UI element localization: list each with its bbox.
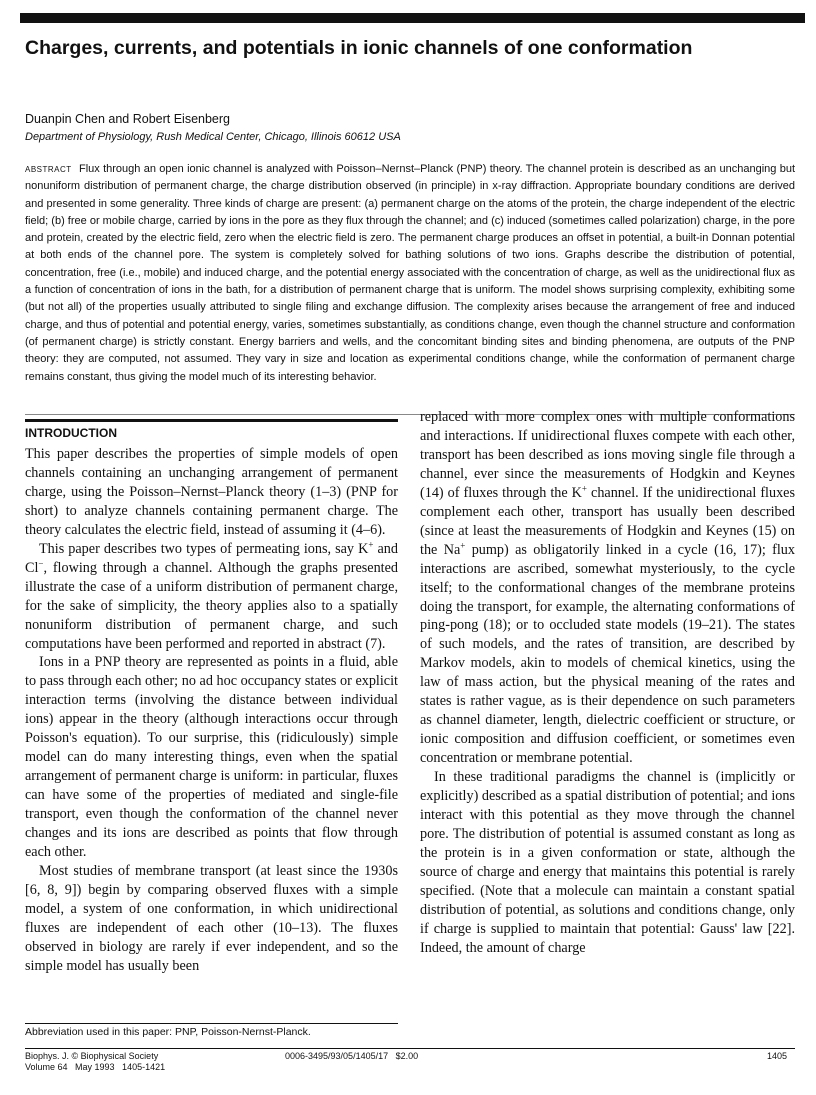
abstract-label: ABSTRACT (25, 165, 72, 174)
affiliation: Department of Physiology, Rush Medical Center, Chicago, Illinois 60612 USA (25, 131, 401, 143)
left-column (25, 445, 398, 976)
paragraph: Most studies of membrane transport (at least since the 1930s [6, 8, 9]) begin by comparing observed fluxes with a simple model, a system of one conformation, in which unidirectional fluxes are independent of each other (10–13). The fluxes observed in biology are rarely if ever independent, and so the simple model has usually been (25, 862, 398, 974)
footer-volume: Volume 64 May 1993 1405-1421 (25, 1062, 166, 1072)
superscript: + (368, 539, 374, 550)
text-run: and Cl (25, 540, 398, 576)
text-run: channel. If the unidirectional fluxes complement each other, transport has usually been described (since at least the measurements of Hodgkin and Keynes (15) on the Na (420, 484, 795, 558)
paragraph (25, 540, 398, 654)
text-run: pump) as obligatorily linked in a cycle (16, 17); flux interactions are ascribed, somewhat mysteriously, to the cycle itself; to the conformational changes of the membrane proteins doing the transport, for example, the alternating conformations of ping-pong (18); or to occluded state models (19–21). The states of such models, and the rates of transition, are described by Markov models, akin to models of chemical kinetics, using the law of mass action, but the physical meaning of the rates and states is rather vague, as is their dependence on such parameters as channel diameter, length, dielectric coefficient or structure, or ionic composition and diffusion coefficient, or sometimes even concentration or membrane potential. (420, 541, 795, 767)
footnote-rule (25, 1023, 398, 1024)
footnote: Abbreviation used in this paper: PNP, Poisson-Nernst-Planck. (25, 1026, 311, 1038)
paragraph: In these traditional paradigms the channel is (implicitly or explicitly) described as a spatial distribution of potential; and ions interact with this potential as they move through the channel pore. The distribution of potential is assumed constant as long as the protein is in a given conformation or state, although the source of charge and energy that maintains this potential is rarely specified. (Note that a molecule can maintain a constant spatial distribution of potential, as solutions and conditions change, only if charge is supplied to maintain that potential: Gauss' law [22]. Indeed, the amount of charge (420, 769, 795, 956)
right-column (420, 408, 795, 958)
footer-rule (25, 1048, 795, 1049)
abstract (25, 161, 795, 386)
footer-code: 0006-3495/93/05/1405/17 $2.00 (285, 1051, 419, 1061)
footer-journal: Biophys. J. © Biophysical Society (25, 1051, 159, 1061)
abstract-text: Flux through an open ionic channel is analyzed with Poisson–Nernst–Planck (PNP) theory. The channel protein is described as an unchanging but nonuniform distribution of permanent charge, the charge distribution observed (in principle) in x-ray diffraction. Appropriate boundary conditions are derived and presented in some generality. Three kinds of charge are present: (a) permanent charge on the atoms of the protein, the charge independent of the electric field; (b) free or mobile charge, carried by ions in the pore as they flux through the channel; and (c) induced (sometimes called polarization) charge, in the pore and protein, created by the electric field, zero when the electric field is zero. The permanent charge produces an offset in potential, a built-in Donnan potential at both ends of the channel pore. The system is completely solved for bathing solutions of two ions. Graphs describe the distribution of potential, concentration, free (i.e., mobile) and induced charge, and the potential energy associated with the concentration of charge, as well as the unidirectional flux as a function of concentration of ions in the bath, for a distribution of permanent charge that is uniform. The model shows surprising complexity, exhibiting some (but not all) of the properties usually attributed to single filing and exchange diffusion. The complexity arises because the arrangement of free and induced charge, and thus of potential and potential energy, varies, sometimes substantially, as conditions change, even though the channel structure and conformation (of permanent charge) is strictly constant. Energy barriers and wells, and the concomitant binding sites and binding phenomena, are outputs of the PNP theory: they are computed, not assumed. They vary in size and location as experimental conditions change, while the conformation of permanent charge remains constant, thus giving the model much of its interesting behavior. (25, 163, 795, 383)
paragraph: This paper describes the properties of simple models of open channels containing an unchanging arrangement of permanent charge, using the Poisson–Nernst–Planck theory (1–3) (PNP for short) to analyze channels containing permanent charge. The theory calculates the electric field, instead of assuming it (4–6). (25, 446, 398, 538)
text-run: This paper describes two types of permeating ions, say K (39, 540, 369, 557)
section-rule (25, 419, 398, 422)
article-title: Charges, currents, and potentials in ionic channels of one conformation (25, 37, 693, 59)
authors: Duanpin Chen and Robert Eisenberg (25, 112, 230, 126)
section-heading: INTRODUCTION (25, 426, 117, 440)
text-run: replaced with more complex ones with multiple conformations and interactions. If unidirectional fluxes compete with each other, transport has been described as ions moving single file through a channel, ever since the measurements of Hodgkin and Keynes (14) of fluxes through the K (420, 409, 795, 501)
superscript: − (38, 557, 44, 568)
page-number: 1405 (767, 1051, 788, 1061)
text-run: , flowing through a channel. Although the graphs presented illustrate the case of a uniform distribution of permanent charge, for the sake of simplicity, the theory applies also to a spatially nonuniform distribution of permanent charge, and such computations have been performed and reported in abstract (7). (25, 559, 398, 652)
superscript: + (460, 539, 466, 550)
paragraph (420, 408, 795, 768)
superscript: + (581, 483, 587, 494)
header-rule (20, 13, 805, 23)
paragraph: Ions in a PNP theory are represented as points in a fluid, able to pass through each other; no ad hoc occupancy states or explicit interaction terms (involving the distance between individual ions) appear in the theory (although interactions occur through Poisson's equation). To our surprise, this (ridiculously) simple model can do many interesting things, even when the spatial arrangement of permanent charge is uniform: in particular, fluxes can have some of the properties of mediated and single-file transport, even though the conformation of the channel never changes and its ions are described as points that flow through each other. (25, 654, 398, 861)
